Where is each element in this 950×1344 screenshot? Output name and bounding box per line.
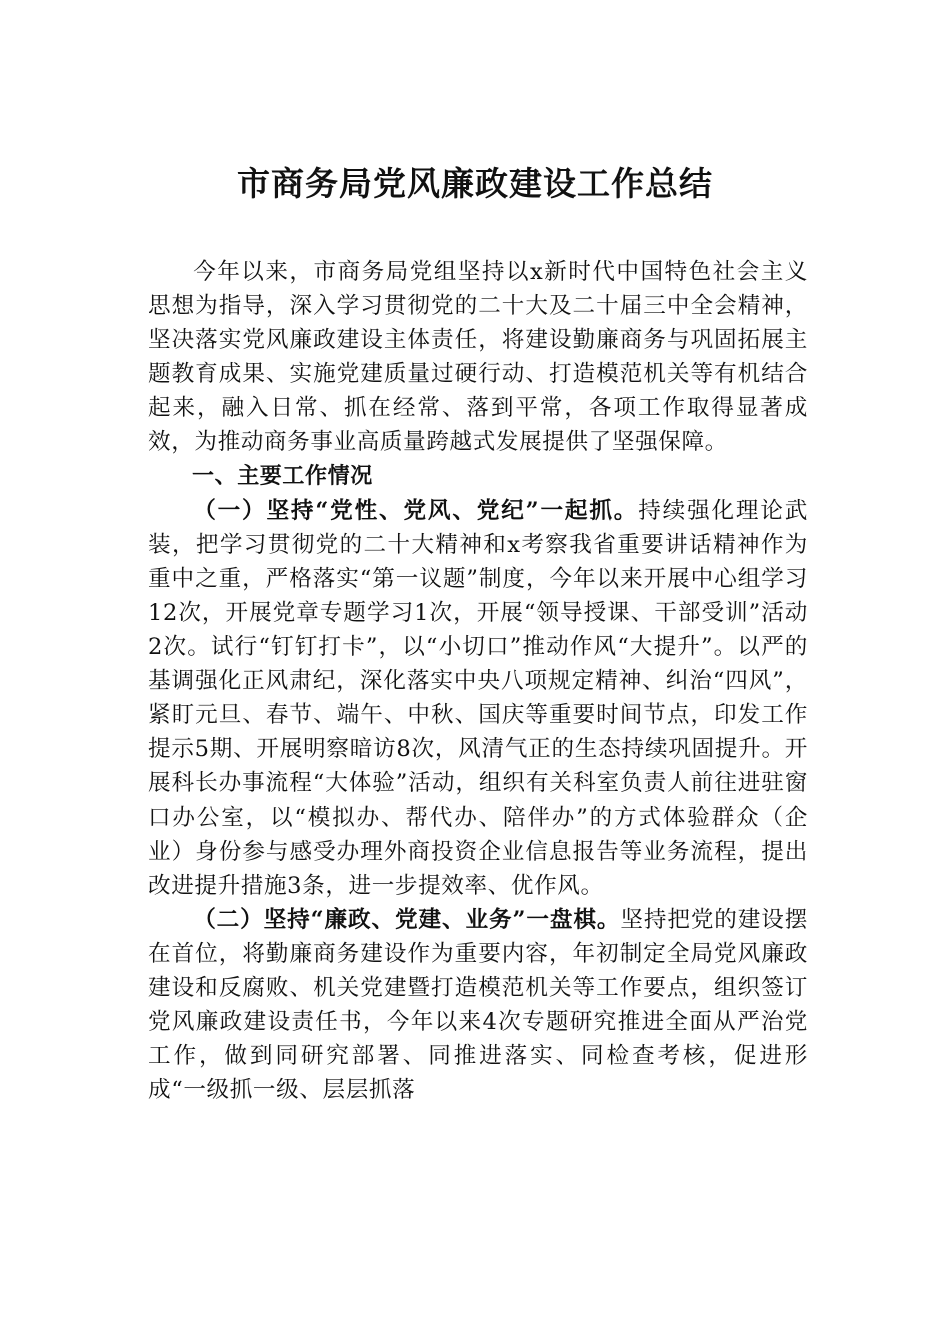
item-paragraph-2 xyxy=(148,903,808,1108)
document-body xyxy=(148,255,808,1107)
item-1-text: 持续强化理论武装，把学习贯彻党的二十大精神和x考察我省重要讲话精神作为重中之重，严格落实“第一议题”制度，今年以来开展中心组学习12次，开展党章专题学习1次，开展“领导授课、干部受训”活动2次。试行“钉钉打卡”，以“小切口”推动作风“大提升”。以严的基调强化正风肃纪，深化落实中央八项规定精神、纠治“四风”，紧盯元旦、春节、端午、中秋、国庆等重要时间节点，印发工作提示5期、开展明察暗访8次，风清气正的生态持续巩固提升。开展科长办事流程“大体验”活动，组织有关科室负责人前往进驻窗口办公室，以“模拟办、帮代办、陪伴办”的方式体验群众（企业）身份参与感受办理外商投资企业信息报告等业务流程，提出改进提升措施3条，进一步提效率、优作风。 xyxy=(148,497,808,899)
item-1-lead: （一）坚持“党性、党风、党纪”一起抓。 xyxy=(193,497,639,524)
section-heading-main-work: 一、主要工作情况 xyxy=(192,463,373,489)
document-title: 市商务局党风廉政建设工作总结 xyxy=(237,164,713,203)
intro-paragraph: 今年以来，市商务局党组坚持以x新时代中国特色社会主义思想为指导，深入学习贯彻党的二十大及二十届三中全会精神，坚决落实党风廉政建设主体责任，将建设勤廉商务与巩固拓展主题教育成果、实施党建质量过硬行动、打造模范机关等有机结合起来，融入日常、抓在经常、落到平常，各项工作取得显著成效，为推动商务事业高质量跨越式发展提供了坚强保障。 xyxy=(148,259,808,456)
item-2-lead: （二）坚持“廉政、党建、业务”一盘棋。 xyxy=(193,906,621,933)
item-2-text: 坚持把党的建设摆在首位，将勤廉商务建设作为重要内容，年初制定全局党风廉政建设和反腐败、机关党建暨打造模范机关等工作要点，组织签订党风廉政建设责任书，今年以来4次专题研究推进全面从严治党工作，做到同研究部署、同推进落实、同检查考核，促进形成“一级抓一级、层层抓落 xyxy=(148,906,808,1104)
item-paragraph-1 xyxy=(148,494,808,903)
